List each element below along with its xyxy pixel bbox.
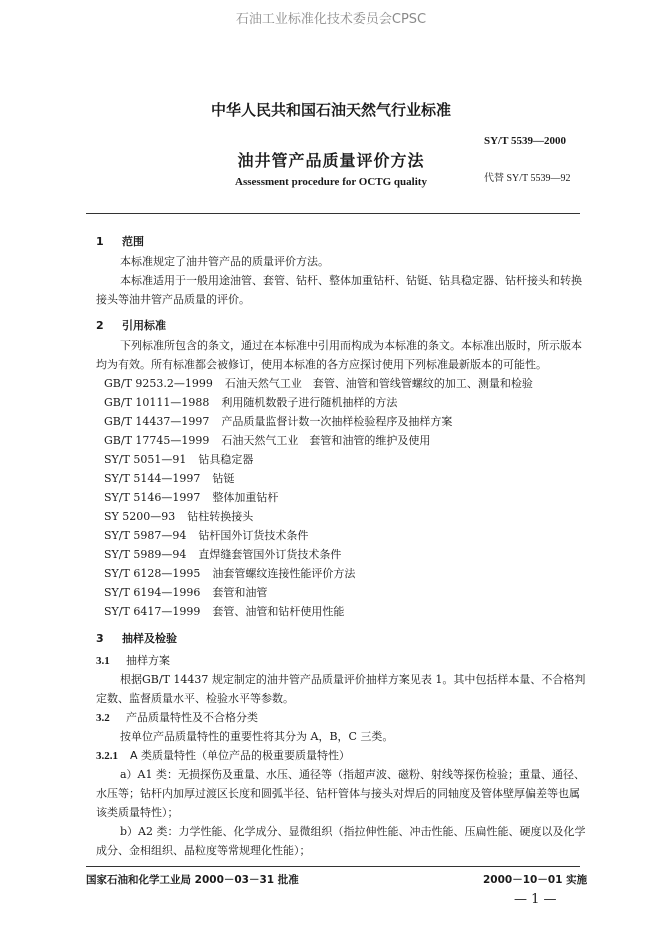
reference-title: 利用随机数骰子进行随机抽样的方法 (221, 396, 398, 409)
reference-title: 钻杆国外订货技术条件 (198, 529, 309, 542)
reference-title: 石油天然气工业 套管、油管和管线管螺纹的加工、测量和检验 (224, 377, 533, 390)
reference-title: 钻柱转换接头 (187, 510, 254, 523)
subsection-title: A 类质量特性（单位产品的极重要质量特性） (130, 749, 351, 762)
paragraph-line: 均为有效。所有标准都会被修订，使用本标准的各方应探讨使用下列标准最新版本的可能性。 (96, 358, 547, 371)
reference-code: GB/T 9253.2—1999 (104, 377, 213, 390)
reference-item (104, 470, 234, 486)
section-number: 3 (96, 632, 104, 645)
standard-code: SY/T 5539—2000 (484, 135, 567, 147)
list-item-line: 成分、金相组织、晶粒度等常规理化性能）； (96, 844, 311, 857)
paragraph-line: 下列标准所包含的条文，通过在本标准中引用而构成为本标准的条文。本标准出版时，所示版本 (120, 339, 582, 352)
subsection-title: 产品质量特性及不合格分类 (126, 711, 258, 724)
reference-code: SY 5200—93 (104, 510, 176, 523)
section-title: 范围 (122, 235, 144, 248)
document-title: 油井管产品质量评价方法 (237, 151, 425, 170)
reference-code: SY/T 6194—1996 (104, 586, 201, 599)
reference-code: SY/T 5987—94 (104, 529, 187, 542)
reference-code: SY/T 6417—1999 (104, 605, 201, 618)
reference-item (104, 603, 344, 619)
reference-item (104, 546, 341, 562)
english-title: Assessment procedure for OCTG quality (235, 176, 427, 188)
paragraph-line: 根据GB/T 14437 规定制定的油井管产品质量评价抽样方案见表 1。其中包括样本量、不合格判 (120, 673, 586, 686)
section-2-heading (96, 317, 166, 333)
subsection-3-2-1-heading (96, 747, 350, 763)
paragraph: 本标准规定了油井管产品的质量评价方法。 (120, 255, 329, 268)
reference-item (104, 413, 452, 429)
reference-code: SY/T 5146—1997 (104, 491, 201, 504)
subsection-title: 抽样方案 (126, 654, 170, 667)
paragraph: 按单位产品质量特性的重要性将其分为 A，B，C 三类。 (120, 730, 394, 743)
implementation-date: 2000－10－01 实施 (483, 874, 588, 886)
reference-item (104, 375, 533, 391)
subsection-number: 3.2 (96, 712, 110, 724)
reference-title: 产品质量监督计数一次抽样检验程序及抽样方案 (221, 415, 453, 428)
reference-title: 钻具稳定器 (198, 453, 254, 466)
list-item-line: a）A1 类：无损探伤及重量、水压、通径等（指超声波、磁粉、射线等探伤检验；重量、通径、 (120, 768, 585, 781)
list-item-line: 该类质量特性）； (96, 806, 179, 819)
list-item-line: b）A2 类：力学性能、化学成分、显微组织（指拉伸性能、冲击性能、压扁性能、硬度以及化学 (120, 825, 586, 838)
section-number: 1 (96, 235, 104, 248)
reference-item (104, 451, 253, 467)
section-number: 2 (96, 319, 104, 332)
reference-title: 钻铤 (212, 472, 235, 485)
paragraph-line: 定数、监督质量水平、检验水平等参数。 (96, 692, 294, 705)
reference-title: 整体加重钻杆 (212, 491, 279, 504)
reference-item (104, 527, 308, 543)
reference-title: 油套管螺纹连接性能评价方法 (212, 567, 356, 580)
paragraph-line: 接头等油井管产品质量的评价。 (96, 293, 250, 306)
section-title: 引用标准 (122, 319, 166, 332)
reference-code: GB/T 10111—1988 (104, 396, 210, 409)
reference-code: SY/T 6128—1995 (104, 567, 201, 580)
subsection-3-1-heading (96, 652, 170, 668)
section-title: 抽样及检验 (122, 632, 177, 645)
reference-title: 套管、油管和钻杆使用性能 (212, 605, 345, 618)
paragraph-line: 本标准适用于一般用途油管、套管、钻杆、整体加重钻杆、钻铤、钻具稳定器、钻杆接头和转换 (120, 274, 582, 287)
subsection-3-2-heading (96, 709, 258, 725)
reference-item (104, 489, 278, 505)
reference-item (104, 508, 253, 524)
page-number: — 1 — (514, 892, 557, 907)
standard-title: 中华人民共和国石油天然气行业标准 (210, 101, 451, 119)
reference-title: 直焊缝套管国外订货技术条件 (198, 548, 342, 561)
reference-item (104, 394, 397, 410)
section-1-heading (96, 233, 144, 249)
reference-code: GB/T 14437—1997 (104, 415, 210, 428)
reference-code: GB/T 17745—1999 (104, 434, 210, 447)
reference-title: 套管和油管 (212, 586, 268, 599)
footer-divider (86, 866, 580, 867)
reference-item (104, 565, 355, 581)
reference-title: 石油天然气工业 套管和油管的维护及使用 (221, 434, 431, 447)
subsection-number: 3.2.1 (96, 750, 118, 762)
reference-item (104, 584, 267, 600)
reference-code: SY/T 5989—94 (104, 548, 187, 561)
reference-code: SY/T 5144—1997 (104, 472, 201, 485)
watermark-text: 石油工业标准化技术委员会CPSC (235, 12, 427, 27)
approval-date: 国家石油和化学工业局 2000－03－31 批准 (86, 874, 299, 886)
replaces-note: 代替 SY/T 5539—92 (484, 173, 571, 184)
subsection-number: 3.1 (96, 655, 110, 667)
reference-code: SY/T 5051—91 (104, 453, 187, 466)
section-3-heading (96, 630, 177, 646)
reference-item (104, 432, 430, 448)
header-divider (86, 213, 580, 214)
list-item-line: 水压等；钻杆内加厚过渡区长度和圆弧半径、钻杆管体与接头对焊后的同轴度及管体壁厚偏差等也属 (96, 787, 580, 800)
